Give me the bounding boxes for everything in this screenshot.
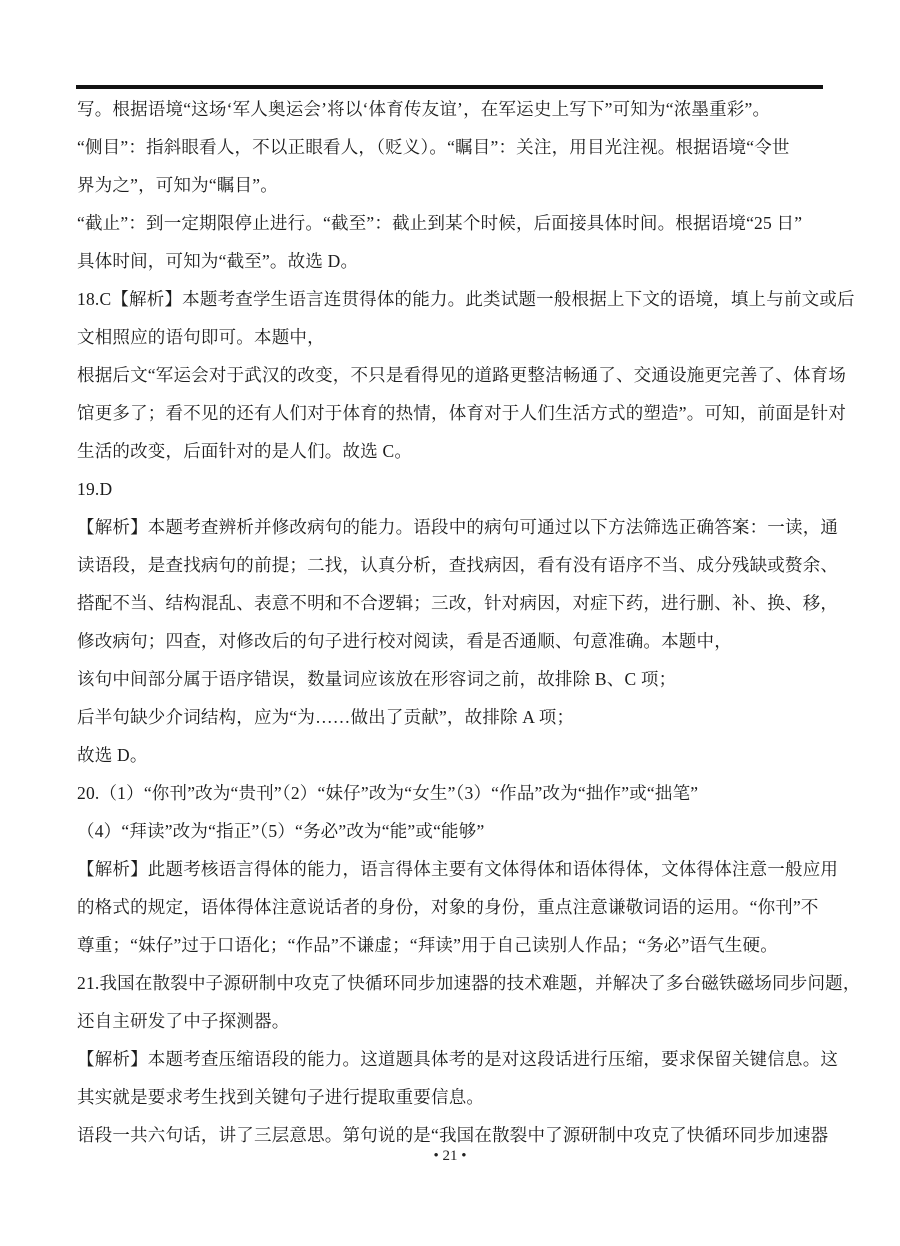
text-line-24: 21.我国在散裂中子源研制中攻克了快循环同步加速器的技术难题，并解决了多台磁铁磁场同步问题， (77, 973, 861, 993)
text-line-4: “截止”：到一定期限停止进行。“截至”：截止到某个时候，后面接具体时间。根据语境“25 日” (77, 213, 803, 233)
text-line-7: 文相照应的语句即可。本题中， (77, 327, 325, 347)
text-line-5: 具体时间，可知为“截至”。故选 D。 (77, 251, 359, 271)
text-line-12: 【解析】本题考查辨析并修改病句的能力。语段中的病句可通过以下方法筛选正确答案：一读，通 (77, 517, 839, 537)
text-line-26: 【解析】本题考查压缩语段的能力。这道题具体考的是对这段话进行压缩，要求保留关键信息。这 (77, 1049, 839, 1069)
text-line-27: 其实就是要求考生找到关键句子进行提取重要信息。 (77, 1087, 485, 1107)
text-line-1: 写。根据语境“这场‘军人奥运会’将以‘体育传友谊’，在军运史上写下”可知为“浓墨重彩”。 (77, 99, 771, 119)
text-line-2: “侧目”：指斜眼看人，不以正眼看人，（贬义）。“瞩目”：关注，用目光注视。根据语境“令世 (77, 137, 790, 157)
header-rule (76, 85, 823, 89)
text-line-8: 根据后文“军运会对于武汉的改变，不只是看得见的道路更整洁畅通了、交通设施更完善了、体育场 (77, 365, 847, 385)
text-line-16: 该句中间部分属于语序错误，数量词应该放在形容词之前，故排除 B、C 项； (77, 669, 677, 689)
text-line-23: 尊重；“妹仔”过于口语化；“作品”不谦虚；“拜读”用于自己读别人作品；“务必”语气生硬。 (77, 935, 778, 955)
text-line-22: 的格式的规定，语体得体注意说话者的身份，对象的身份，重点注意谦敬词语的运用。“你刊”不 (77, 897, 819, 917)
text-line-19: 20.（1）“你刊”改为“贵刊”（2）“妹仔”改为“女生”（3）“作品”改为“拙作”或“拙笔” (77, 783, 699, 803)
text-line-11: 19.D (77, 479, 113, 499)
text-line-25: 还自主研发了中子探测器。 (77, 1011, 290, 1031)
text-line-3: 界为之”，可知为“瞩目”。 (77, 175, 278, 195)
page-number: • 21 • (433, 1148, 467, 1164)
text-line-20: （4）“拜读”改为“指正”（5）“务必”改为“能”或“能够” (77, 821, 485, 841)
text-line-21: 【解析】此题考核语言得体的能力，语言得体主要有文体得体和语体得体，文体得体注意一般应用 (77, 859, 839, 879)
text-line-18: 故选 D。 (77, 745, 148, 765)
answer-text-block (77, 90, 861, 1154)
text-line-6: 18.C【解析】本题考查学生语言连贯得体的能力。此类试题一般根据上下文的语境，填上与前文或后 (77, 289, 855, 309)
text-line-28: 语段一共六句话，讲了三层意思。第句说的是“我国在散裂中了源研制中攻克了快循环同步加速器 (77, 1125, 829, 1145)
text-line-9: 馆更多了；看不见的还有人们对于体育的热情，体育对于人们生活方式的塑造”。可知，前面是针对 (77, 403, 847, 423)
text-line-15: 修改病句；四查，对修改后的句子进行校对阅读，看是否通顺、句意准确。本题中， (77, 631, 732, 651)
text-line-17: 后半句缺少介词结构，应为“为……做出了贡献”，故排除 A 项； (77, 707, 575, 727)
text-line-10: 生活的改变，后面针对的是人们。故选 C。 (77, 441, 413, 461)
text-line-13: 读语段，是查找病句的前提；二找，认真分析，查找病因，看有没有语序不当、成分残缺或赘余、 (77, 555, 839, 575)
text-line-14: 搭配不当、结构混乱、表意不明和不合逻辑；三改，针对病因，对症下药，进行删、补、换、移， (77, 593, 839, 613)
